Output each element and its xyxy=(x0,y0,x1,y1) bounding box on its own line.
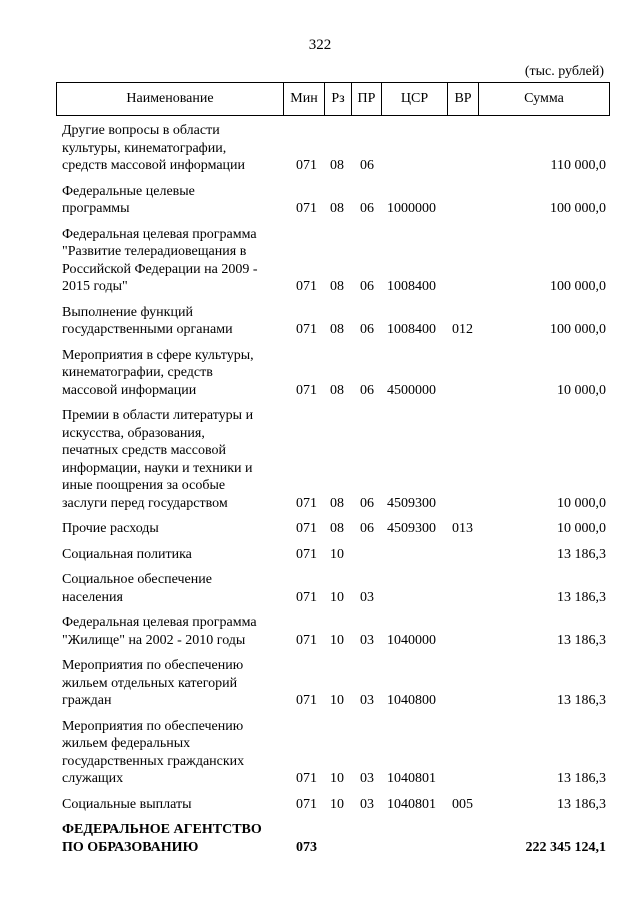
cell-csr: 1040801 xyxy=(387,796,436,812)
cell-sum: 13 186,3 xyxy=(557,589,606,605)
cell-pr: 03 xyxy=(360,632,374,648)
table-row xyxy=(62,571,610,606)
row-name-line: информации, науки и техники и xyxy=(62,460,253,476)
row-name-line: Федеральная целевая программа xyxy=(62,615,257,630)
table-row xyxy=(62,407,610,512)
cell-rz: 10 xyxy=(330,589,344,605)
cell-rz: 10 xyxy=(330,693,344,708)
cell-min: 071 xyxy=(296,521,317,536)
cell-min: 071 xyxy=(296,546,317,562)
cell-rz: 08 xyxy=(330,322,344,337)
cell-min: 071 xyxy=(296,201,317,216)
row-name-line: средств массовой информации xyxy=(62,158,246,173)
cell-csr: 4500000 xyxy=(387,382,436,398)
row-codes xyxy=(62,692,610,710)
table-row xyxy=(62,796,610,814)
row-name-line: иные поощрения за особые xyxy=(62,478,226,493)
cell-sum: 13 186,3 xyxy=(557,771,606,786)
header-pr: ПР xyxy=(352,83,382,115)
row-name-line: Другие вопросы в области xyxy=(62,123,220,138)
cell-rz: 08 xyxy=(330,158,344,173)
cell-sum: 100 000,0 xyxy=(550,201,606,216)
row-codes xyxy=(62,278,610,296)
cell-pr: 06 xyxy=(360,279,374,294)
row-name-line: "Развитие телерадиовещания в xyxy=(62,244,247,259)
row-name-line: искусства, образования, xyxy=(62,425,205,441)
header-vr: ВР xyxy=(448,83,479,115)
cell-min: 071 xyxy=(296,771,317,786)
cell-sum: 100 000,0 xyxy=(550,322,606,337)
cell-csr: 1040800 xyxy=(387,693,436,708)
row-codes xyxy=(62,632,610,650)
row-codes xyxy=(62,796,610,814)
row-name-line: Мероприятия по обеспечению xyxy=(62,718,244,734)
row-name-line: ФЕДЕРАЛЬНОЕ АГЕНТСТВО xyxy=(62,822,262,837)
row-name-line: 2015 годы" xyxy=(62,279,128,294)
cell-min: 071 xyxy=(296,382,317,398)
row-name-line: печатных средств массовой xyxy=(62,443,226,458)
cell-pr: 06 xyxy=(360,158,374,173)
row-name-line: ПО ОБРАЗОВАНИЮ xyxy=(62,839,199,855)
cell-rz: 08 xyxy=(330,279,344,294)
cell-sum: 222 345 124,1 xyxy=(525,839,606,855)
cell-pr: 06 xyxy=(360,495,374,511)
cell-sum: 13 186,3 xyxy=(557,693,606,708)
row-codes xyxy=(62,495,610,513)
row-name-line: Федеральная целевая программа xyxy=(62,226,257,242)
header-rz: Рз xyxy=(325,83,352,115)
cell-min: 071 xyxy=(296,158,317,173)
row-name-line: жильем федеральных xyxy=(62,736,191,751)
row-name-line: государственными органами xyxy=(62,322,233,337)
header-sum: Сумма xyxy=(524,91,564,106)
cell-pr: 03 xyxy=(360,693,374,708)
cell-pr: 06 xyxy=(360,521,374,536)
row-name-line: Прочие расходы xyxy=(62,521,159,536)
row-codes xyxy=(62,839,610,857)
row-name-line: населения xyxy=(62,589,123,605)
cell-rz: 10 xyxy=(330,771,344,786)
cell-csr: 1040000 xyxy=(387,632,436,648)
row-name-line: кинематографии, средств xyxy=(62,365,213,380)
cell-sum: 13 186,3 xyxy=(557,632,606,648)
cell-rz: 10 xyxy=(330,632,344,648)
cell-pr: 03 xyxy=(360,796,374,812)
cell-vr: 012 xyxy=(452,322,473,337)
header-min: Мин xyxy=(284,83,325,115)
row-name-line: Мероприятия по обеспечению xyxy=(62,658,244,673)
table-row xyxy=(62,122,610,175)
table-row xyxy=(62,718,610,788)
cell-sum: 13 186,3 xyxy=(557,796,606,812)
row-name-line: программы xyxy=(62,201,130,216)
cell-rz: 10 xyxy=(330,546,344,562)
table-row xyxy=(62,657,610,710)
table-row xyxy=(62,304,610,339)
cell-vr: 013 xyxy=(452,521,473,536)
row-name-line: "Жилище" на 2002 - 2010 годы xyxy=(62,632,246,648)
row-name-line: культуры, кинематографии, xyxy=(62,140,227,156)
cell-sum: 13 186,3 xyxy=(557,546,606,562)
cell-sum: 10 000,0 xyxy=(557,495,606,511)
cell-sum: 110 000,0 xyxy=(550,158,606,173)
cell-pr: 03 xyxy=(360,589,374,605)
page-number: 322 xyxy=(308,37,332,53)
row-codes xyxy=(62,321,610,339)
units-label: (тыс. рублей) xyxy=(524,64,604,79)
row-name-line: Премии в области литературы и xyxy=(62,408,254,423)
cell-min: 071 xyxy=(296,495,317,511)
cell-pr: 03 xyxy=(360,771,374,786)
row-codes xyxy=(62,157,610,175)
cell-min: 071 xyxy=(296,279,317,294)
row-codes xyxy=(62,770,610,788)
cell-min: 071 xyxy=(296,693,317,708)
cell-csr: 1000000 xyxy=(387,201,436,216)
cell-min: 073 xyxy=(296,839,317,855)
cell-pr: 06 xyxy=(360,201,374,216)
cell-min: 071 xyxy=(296,589,317,605)
row-name-line: Российской Федерации на 2009 - xyxy=(62,261,258,277)
cell-min: 071 xyxy=(296,632,317,648)
row-name-line: заслуги перед государством xyxy=(62,495,228,511)
cell-rz: 08 xyxy=(330,382,344,398)
row-codes xyxy=(62,589,610,607)
row-codes xyxy=(62,382,610,400)
row-codes xyxy=(62,200,610,218)
cell-sum: 10 000,0 xyxy=(557,382,606,398)
cell-sum: 10 000,0 xyxy=(557,521,606,536)
row-name-line: Выполнение функций xyxy=(62,304,193,320)
cell-csr: 4509300 xyxy=(387,495,436,511)
row-name-line: Социальное обеспечение xyxy=(62,572,212,587)
row-name-line: государственных гражданских xyxy=(62,753,245,769)
cell-rz: 08 xyxy=(330,521,344,536)
row-name-line: жильем отдельных категорий xyxy=(62,675,238,691)
cell-csr: 4509300 xyxy=(387,521,436,536)
table-row xyxy=(62,821,610,856)
row-name-line: массовой информации xyxy=(62,382,197,398)
row-name-line: Социальная политика xyxy=(62,546,192,562)
cell-sum: 100 000,0 xyxy=(550,279,606,294)
cell-vr: 005 xyxy=(452,796,473,812)
row-name-line: Мероприятия в сфере культуры, xyxy=(62,347,254,363)
header-csr: ЦСР xyxy=(382,83,448,115)
cell-csr: 1008400 xyxy=(387,279,436,294)
cell-rz: 08 xyxy=(330,495,344,511)
table-row xyxy=(62,183,610,218)
row-codes xyxy=(62,546,610,564)
cell-min: 071 xyxy=(296,796,317,812)
cell-min: 071 xyxy=(296,322,317,337)
table-header xyxy=(56,82,610,116)
cell-rz: 08 xyxy=(330,201,344,216)
cell-pr: 06 xyxy=(360,382,374,398)
table-row xyxy=(62,226,610,296)
cell-csr: 1040801 xyxy=(387,771,436,786)
row-name-line: Социальные выплаты xyxy=(62,796,192,812)
row-name-line: граждан xyxy=(62,693,112,708)
row-codes xyxy=(62,520,610,538)
table-row xyxy=(62,520,610,538)
cell-rz: 10 xyxy=(330,796,344,812)
table-row xyxy=(62,546,610,564)
table-body xyxy=(62,122,610,864)
table-row xyxy=(62,614,610,649)
cell-csr: 1008400 xyxy=(387,322,436,337)
table-row xyxy=(62,347,610,400)
row-name-line: служащих xyxy=(62,771,124,786)
cell-pr: 06 xyxy=(360,322,374,337)
header-name: Наименование xyxy=(57,83,284,115)
row-name-line: Федеральные целевые xyxy=(62,183,195,199)
